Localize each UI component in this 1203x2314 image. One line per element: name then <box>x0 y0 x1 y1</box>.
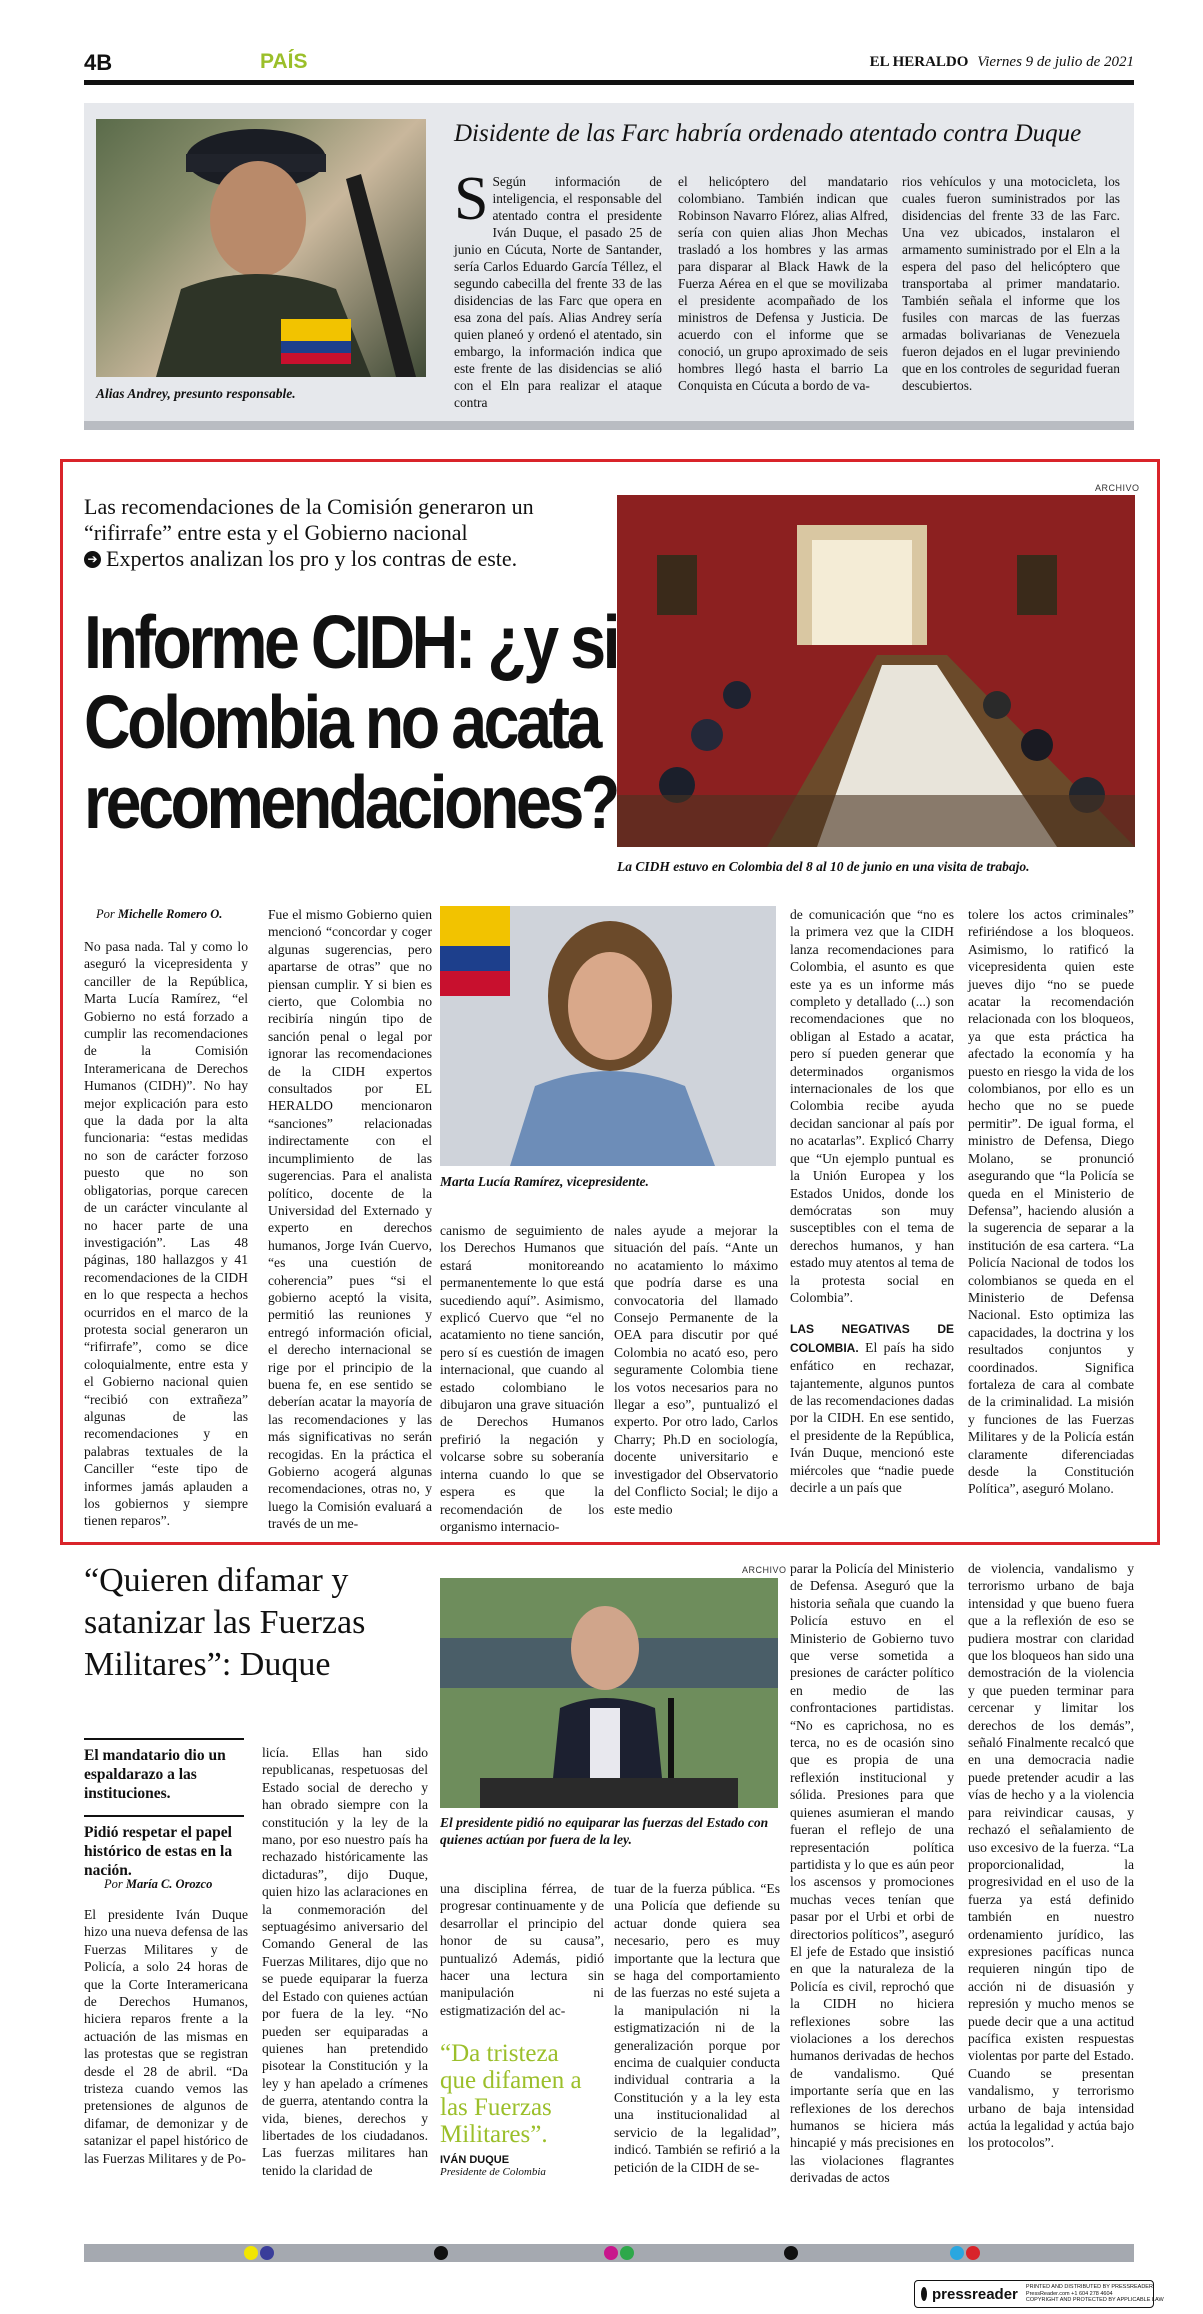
cidh-col1: No pasa nada. Tal y como lo aseguró la vicepresidenta y canciller de la República, Marta Lucía Ramírez, “el Gobierno no está forzado a cumplir las recomendaciones de la Comisión Interamericana de Derechos Humanos (CIDH)”. No hay mejor explicación para esto que la dada por la alta funcionaria: “estas medidas no son de carácter forzoso puesto que no son obligatorias, porque carecen de un carácter vinculante al no hacer parte de una investigación”. Las 48 páginas, 180 hallazgos y 41 recomendaciones de la CIDH en lo que respecta a hechos ocurridos en el marco de la protesta social generaron un “rifirrafe”, como se dice coloquialmente, entre esta y el Gobierno nacional quien “recibió con extrañeza” algunas de las recomendaciones y en palabras textuales de la Canciller “este tipo de informes jamás aplauden a los gobiernos y siempre tienen reparos”. <box>84 939 248 1529</box>
registration-dot <box>620 2246 634 2260</box>
cidh-meeting-photo <box>617 495 1135 847</box>
story-cidh-deck <box>84 494 584 572</box>
duque-pull-quote <box>440 2040 600 2178</box>
pressreader-badge <box>914 2280 1164 2308</box>
cidh-photo-credit: ARCHIVO <box>1095 483 1140 493</box>
byline-name: Michelle Romero O. <box>117 907 223 921</box>
story-farc-text-1: Según información de inteligencia, el responsable del atentado contra el presidente Iván Duque, el pasado 25 de junio en Cúcuta, Norte de Santander, sería Carlos Eduardo García Téllez, el segundo cabecilla del frente 33 de las disidencias de las Farc que opera en esa zona del país. Alias Andrey sería quien planeó y ordenó el atentado, sin embargo, la información indica que este frente de las disidencias se alió con el Eln para realizar el ataque contra <box>454 174 662 410</box>
pull-quote-text: “Da tristeza que difamen a las Fuerzas Militares”. <box>440 2040 582 2148</box>
story-farc-col2: el helicóptero del mandatario colombiano. También indican que Robinson Navarro Flórez, alias Alfred, sería con quien alias Jhon Mechas trasladó a los hombres y las armas para disparar al Black Hawk de la Fuerza Aérea en el que se movilizaba el presidente acompañado de los ministros de Defensa y Justicia. De acuerdo con el informe que se conoció, un grupo aproximado de seis hombres llegó hasta el barrio La Conquista en Cúcuta a bordo de va- <box>678 174 888 393</box>
cidh-col6: tolere los actos criminales” refiriéndose a los bloqueos. Asimismo, lo ratificó la vicepresidenta quien este jueves dijo “no se puede acatar la recomendación relacionada con los bloqueos, ya que esta práctica ha afectado la economía y ha puesto en riesgo la vida de los colombianos, por ello es un hecho que no se puede permitir”. De igual forma, el ministro de Defensa, Diego Molano, se pronunció asegurando que “la Policía se queda en el Ministerio de Defensa”, haciendo alusión a la sugerencia de separar a la institución de esa cartera. “La Policía Nacional de todos los colombianos se queda en el Ministerio de Defensa Nacional. Esto optimiza las capacidades, la doctrina y los resultados conjuntos y coordinados. Significa fortaleza de cara al combate de la criminalidad. La misión y funciones de las Fuerzas Militares y de la Policía están claramente diferenciadas desde la Constitución Política”, aseguró Molano. <box>968 907 1134 1497</box>
cidh-col5-para: de comunicación que “no es la primera vez que la CIDH lanza recomendaciones para Colombia, el asunto es que este ya es un informe más completo y detallado (...) son recomendaciones que no obligan al Estado a acatar, pero sí pueden generar que determinados organismos internacionales de los que Colombia recibe ayuda decidan sancionar al país por no acatarlas”. Explicó Charry que “Un ejemplo puntual es la Unión Europea y los Estados Unidos, donde los demócratas son muy susceptibles con el tema de derechos humanos, y han estado muy atentos al tema de la protesta social en Colombia”. <box>790 907 954 1305</box>
deck-1: El mandatario dio un espaldarazo a las instituciones. <box>84 1738 244 1803</box>
registration-dot <box>434 2246 448 2260</box>
subhead-negativas: LAS NEGATIVAS DE COLOMBIA. <box>790 1322 954 1355</box>
portrait-illustration <box>440 906 776 1166</box>
story-farc-rule <box>84 421 1134 430</box>
story-farc-box <box>84 103 1134 421</box>
pressreader-logo-icon <box>921 2287 927 2301</box>
registration-dot <box>966 2246 980 2260</box>
drop-cap: S <box>454 165 489 233</box>
cidh-inset-photo <box>440 906 776 1166</box>
duque-col6: de violencia, vandalismo y terrorismo urbano de baja intensidad y que bueno fuera que a la reflexión de eso se pudiera mostrar con claridad que los bloqueos han sido una demostración de la violencia y que pueden terminar para cercenar y limitar los derechos de los demás”, señaló Finalmente recalcó que en una democracia nadie puede pretender acudir a las vías de hecho y a la violencia para reivindicar causas, y rechazó el señalamiento de uso excesivo de la fuerza. “La proporcionalidad, la progresividad en el uso de la fuerza ya está definido también en nuestro ordenamiento jurídico, las expresiones pacíficas nunca requieren ningún tipo de acción ni de disuasión y represión y mucho menos se puede decir que a una actitud pacífica existen respuestas violentas por parte del Estado. Cuando se presentan vandalismo, y terrorismo urbano de baja intensidad actúa la legalidad y actúa bajo los protocolos”. <box>968 1561 1134 2151</box>
deck-line-1: Las recomendaciones de la Comisión generaron un “rifirrafe” entre esta y el Gobierno nacional <box>84 494 534 545</box>
meeting-illustration <box>617 495 1135 847</box>
soldier-illustration <box>96 119 426 377</box>
pull-quote-author: IVÁN DUQUE <box>440 2154 510 2166</box>
story-cidh-headline: Informe CIDH: ¿y si Colombia no acata recomendaciones? <box>84 600 618 844</box>
registration-dot <box>604 2246 618 2260</box>
story-duque-headline: “Quieren difamar y satanizar las Fuerzas Militares”: Duque <box>84 1562 366 1683</box>
duque-col5: parar la Policía del Ministerio de Defensa. Aseguró que la historia señala que cuando la Policía estuvo en el Ministerio de Gobierno tuvo que verse sometida a presiones de carácter político en medio de las confrontaciones partidistas. “No es caprichosa, no es terca, no es de ocasión sino que es propia de una reflexión institucional y sólida. Presiones para que quienes asumieran el mando fueran el reflejo de una representación política partidista y lo que es aún peor los ascensos y promociones muchas veces tenían que pasar por el Urbi et orbi de directorios políticos”, aseguró El jefe de Estado que insistió en que la naturaleza de la Policía es civil, reprochó que la CIDH no hiciera reflexiones sobre las violaciones a los derechos humanos derivadas de hechos de vandalismo. Qué importante sería que en las reflexiones de los derechos humanos se hiciera más hincapié y más precisiones en las violaciones flagrantes derivadas de actos <box>790 1561 954 2186</box>
section-label: PAÍS <box>260 50 308 73</box>
registration-dot <box>244 2246 258 2260</box>
story-duque-deck <box>84 1738 244 1880</box>
duque-col3: una disciplina férrea, de progresar continuamente y de desarrollar el principio del honor de su causa”, puntualizó Además, pidió hacer una lectura sin manipulación ni estigmatización del ac- <box>440 1881 604 2018</box>
cidh-col5-para2: El país ha sido enfático en rechazar, tajantemente, algunos puntos de las recomendaciones dadas por la CIDH. En ese sentido, el presidente de la República, Iván Duque, mencionó este miércoles que “nadie puede decirle a un país que <box>790 1339 954 1495</box>
registration-dot <box>950 2246 964 2260</box>
cidh-inset-caption: Marta Lucía Ramírez, vicepresidente. <box>440 1174 649 1189</box>
duque-col4: tuar de la fuerza pública. “Es una Policía que defiende su actuar donde quiera sea necesario, pero es muy importante que la lectura que se haga del comportamiento de las fuerzas no esté sujeta a la manipulación ni la estigmatización ni de la generalización porque por encima de cualquier conducta individual contraria a la Constitución y a la ley esta una institucionalidad al servicio de la legalidad”, indicó. También se refirió a la petición de la CIDH de se- <box>614 1881 780 2175</box>
registration-dot <box>784 2246 798 2260</box>
duque-photo-credit: ARCHIVO <box>742 1565 787 1575</box>
color-bar <box>84 2244 1134 2262</box>
story-farc-headline: Disidente de las Farc habría ordenado atentado contra Duque <box>454 120 1082 147</box>
paper-name: EL HERALDO <box>869 54 969 70</box>
president-illustration <box>440 1578 778 1808</box>
story-farc-photo <box>96 119 426 377</box>
cidh-col3: canismo de seguimiento de los Derechos Humanos que estará monitoreando permanentemente lo que está sucediendo aquí”. Asimismo, explicó Cuervo que “el no acatamiento no tiene sanción, pero sí es cuestión de imagen internacional, que cuando al estado colombiano le dibujaron una grave situación de Derechos Humanos prefirió la negación y volcarse sobre su soberanía interna cuando lo que se espera es que la recomendación de los organismo internacio- <box>440 1223 604 1534</box>
cidh-byline <box>96 907 222 922</box>
byline-prefix: Por <box>96 907 115 921</box>
byline-prefix-2: Por <box>104 1877 123 1891</box>
duque-byline <box>104 1877 212 1892</box>
story-farc-col3: rios vehículos y una motocicleta, los cuales fueron suministrados por las disidencias del frente 33 de las Farc. Una vez ubicados, instalaron el armamento suministrado por el Eln a la espera del paso del helicóptero que transportaba al primer mandatario. También señala el informe que los fusiles con marcas de las fuerzas armadas bolivarianas de Venezuela fueron dejados en el lugar previniendo que en los controles de seguridad fueran descubiertos. <box>902 174 1120 393</box>
page-number: 4B <box>84 50 113 75</box>
registration-dot <box>260 2246 274 2260</box>
deck-2: Pidió respetar el papel histórico de estas en la nación. <box>84 1815 244 1880</box>
duque-col1: El presidente Iván Duque hizo una nueva defensa de las Fuerzas Militares y de Policía, a solo 24 horas de que la Corte Interamericana de Derechos Humanos, hiciera reparos frente a la actuación de las mismas en las protestas que se registran desde el 28 de abril. “Da tristeza cuando vemos las pretensiones de algunos de difamar, de demonizar y de satanizar el papel histórico de las Fuerzas Militares y de Po- <box>84 1907 248 2166</box>
duque-photo <box>440 1578 778 1808</box>
issue-date: Viernes 9 de julio de 2021 <box>977 54 1134 70</box>
arrow-bullet-icon: ➔ <box>84 551 101 568</box>
duque-photo-caption: El presidente pidió no equiparar las fuerzas del Estado con quienes actúan por fuera de la ley. <box>440 1815 769 1847</box>
byline-name-2: María C. Orozco <box>125 1877 213 1891</box>
pull-quote-role: Presidente de Colombia <box>440 2166 546 2178</box>
cidh-col4: nales ayude a mejorar la situación del país. “Ante un no acatamiento lo máximo que podría darse es una convocatoria del llamado Consejo Permanente de la OEA para discutir por qué Colombia no acató eso, pero seguramente Colombia tiene los votos necesarios para no llegar a eso”, puntualizó el experto. Por otro lado, Carlos Charry; Ph.D en sociología, docente universitario e investigador del Observatorio del Conflicto Social; le dijo a este medio <box>614 1223 778 1517</box>
deck-line-2: Expertos analizan los pro y los contras de este. <box>106 546 518 571</box>
cidh-col2: Fue el mismo Gobierno quien mencionó “concordar y coger algunas sugerencias, pero apartarse de otras” que no piensan cumplir. Y si bien es cierto, que Colombia no recibiría ningún tipo de sanción penal o legal por ignorar las recomendaciones de la CIDH expertos consultados por EL HERALDO mencionaron “sanciones” relacionadas indirectamente con el incumplimiento de las sugerencias. Para el analista político, docente de la Universidad del Externado y experto en derechos humanos, Jorge Iván Cuervo, “es una cuestión de coherencia” pues “si el gobierno aceptó la visita, permitió las reuniones y entregó información oficial, el derecho internacional se rige por el principio de la buena fe, en ese sentido se deberían acatar la mayoría de las recomendaciones y las más significativas no serán recogidas. En la práctica el Gobierno acogerá algunas recomendaciones, otras no, y luego la Comisión evaluará a través de un me- <box>268 907 432 1532</box>
cidh-col5 <box>790 906 954 1496</box>
pressreader-brand: pressreader <box>932 2285 1018 2303</box>
story-farc-caption: Alias Andrey, presunto responsable. <box>96 386 296 401</box>
story-farc-col1 <box>454 165 662 411</box>
cidh-photo-caption: La CIDH estuvo en Colombia del 8 al 10 de junio en una visita de trabajo. <box>617 859 1030 874</box>
pressreader-fineprint: PRINTED AND DISTRIBUTED BY PRESSREADER PressReader.com +1 604 278 4604 COPYRIGHT AND PROTECTED BY APPLICABLE LAW <box>1025 2284 1164 2304</box>
header-rule <box>84 80 1134 85</box>
duque-col2: licía. Ellas han sido republicanas, respetuosas del Estado social de derecho y han obrado siempre con la constitución y la ley de la mano, por eso nuestro país ha rechazado históricamente las dictaduras”, dijo Duque, quien hizo las aclaraciones en la conmemoración del septuagésimo aniversario del Comando General de las Fuerzas Militares, dijo que no se puede equiparar la fuerza del Estado con quienes actúan por fuera de la ley. “No pueden ser equiparadas a quienes han pretendido pisotear la Constitución y la ley y han apelado a crímenes de guerra, atentando contra la vida, bienes, derechos y libertades de los ciudadanos. Las fuerzas militares han tenido la claridad de <box>262 1745 428 2178</box>
